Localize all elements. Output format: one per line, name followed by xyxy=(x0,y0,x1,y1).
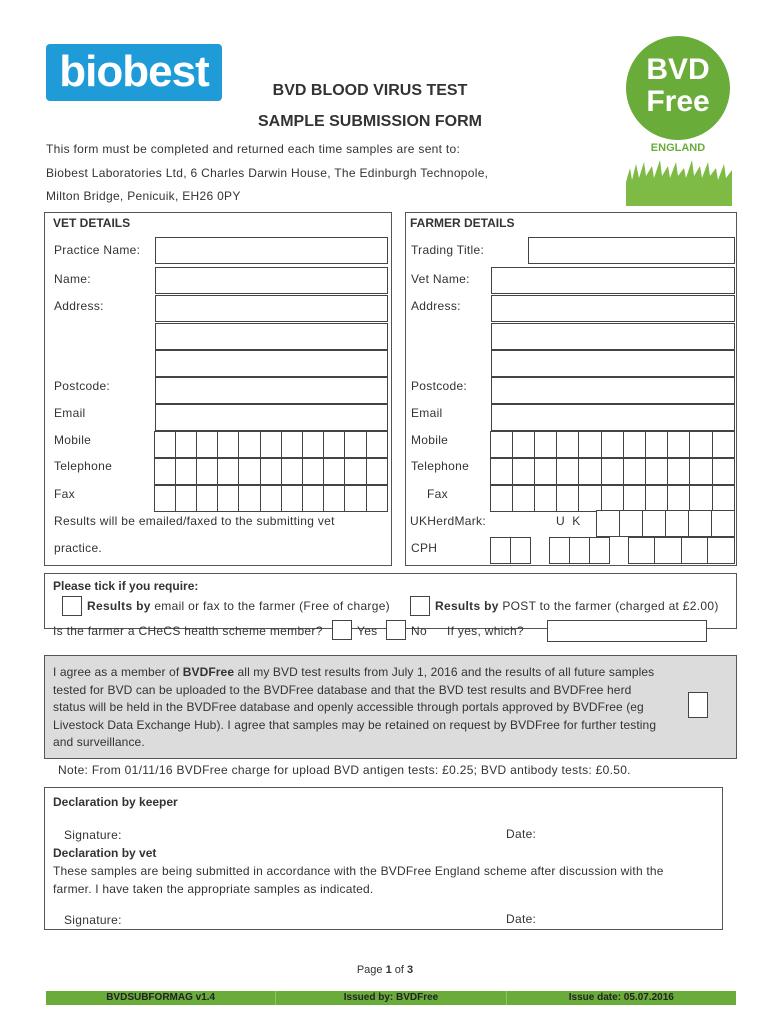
digit-cell[interactable] xyxy=(323,431,345,458)
digit-cell[interactable] xyxy=(281,485,303,512)
farmer-mobile-cells[interactable] xyxy=(491,431,735,458)
text: I agree as a member of xyxy=(53,665,183,679)
issue-date: Issue date: 05.07.2016 xyxy=(568,992,674,1003)
farmer-email-input[interactable] xyxy=(491,404,735,431)
digit-cell[interactable] xyxy=(217,485,239,512)
agreement-text xyxy=(53,664,663,752)
label: Postcode: xyxy=(411,379,468,393)
digit-cell[interactable] xyxy=(175,485,197,512)
digit-cell[interactable] xyxy=(556,431,579,458)
uk-prefix: U K xyxy=(556,514,581,528)
bold: BVDFree xyxy=(182,665,235,679)
intro-line: Milton Bridge, Penicuik, EH26 0PY xyxy=(46,189,241,203)
digit-cell[interactable] xyxy=(344,458,366,485)
practice-name-input[interactable] xyxy=(155,237,388,264)
num: 3 xyxy=(407,964,414,976)
label: Telephone xyxy=(54,459,113,473)
region-label: ENGLAND xyxy=(650,142,706,154)
vet-email-input[interactable] xyxy=(155,404,388,431)
digit-cell[interactable] xyxy=(688,510,712,537)
label: Name: xyxy=(54,272,91,286)
vet-heading: VET DETAILS xyxy=(53,216,131,230)
vet-decl-heading: Declaration by vet xyxy=(53,846,157,860)
results-note: Results will be emailed/faxed to the submitting vet xyxy=(54,514,335,528)
digit-cell[interactable] xyxy=(589,537,610,564)
biobest-logo: biobest xyxy=(46,44,222,101)
results-note: practice. xyxy=(54,541,103,555)
digit-cell[interactable] xyxy=(366,458,388,485)
digit-cell[interactable] xyxy=(667,458,690,485)
digit-cell[interactable] xyxy=(556,485,579,512)
text: POST to the farmer (charged at £2.00) xyxy=(498,599,719,613)
digit-cell[interactable] xyxy=(711,510,735,537)
digit-cell[interactable] xyxy=(578,485,601,512)
digit-cell[interactable] xyxy=(302,431,324,458)
vet-date-label: Date: xyxy=(506,912,537,926)
vet-postcode-input[interactable] xyxy=(155,377,388,404)
yes-label: Yes xyxy=(357,624,378,638)
digit-cell[interactable] xyxy=(689,458,712,485)
form-title: BVD BLOOD VIRUS TEST xyxy=(272,82,468,99)
label: Email xyxy=(54,406,86,420)
digit-cell[interactable] xyxy=(344,485,366,512)
farmer-heading: FARMER DETAILS xyxy=(410,216,515,230)
no-label: No xyxy=(411,624,427,638)
farmer-vet-name-input[interactable] xyxy=(491,267,735,294)
digit-cell[interactable] xyxy=(260,458,282,485)
label: Postcode: xyxy=(54,379,111,393)
digit-cell[interactable] xyxy=(645,485,668,512)
digit-cell[interactable] xyxy=(549,537,570,564)
footer-bar xyxy=(46,991,736,1005)
label: Email xyxy=(411,406,443,420)
label: Fax xyxy=(427,487,448,501)
digit-cell[interactable] xyxy=(578,458,601,485)
digit-cell[interactable] xyxy=(707,537,735,564)
digit-cell[interactable] xyxy=(302,458,324,485)
label: Address: xyxy=(54,299,104,313)
digit-cell[interactable] xyxy=(689,431,712,458)
text: all my BVD test results from July 1, 2016 and the results of all future samples tested for BVD can be uploaded to the BVDFree database and that the BVD test results and BVDFree herd status will be held in the BVDFree database and openly accessible through portals approved by BVDFree (eg Livestock Data Exchange Hub). I agree that samples may be retained on request by BVDFree for further testing and surveillance. xyxy=(53,665,657,749)
digit-cell[interactable] xyxy=(260,431,282,458)
digit-cell[interactable] xyxy=(628,537,656,564)
digit-cell[interactable] xyxy=(281,431,303,458)
bold: Results by xyxy=(87,599,151,613)
grass-icon xyxy=(626,160,732,206)
text: email or fax to the farmer (Free of charge) xyxy=(150,599,390,613)
logo-line: Free xyxy=(646,85,710,118)
vet-signature-label: Signature: xyxy=(64,913,122,927)
digit-cell[interactable] xyxy=(569,537,590,564)
keeper-signature-label: Signature: xyxy=(64,828,122,842)
page-number xyxy=(0,964,770,976)
digit-cell[interactable] xyxy=(534,458,557,485)
intro-line: Biobest Laboratories Ltd, 6 Charles Darwin House, The Edinburgh Technopole, xyxy=(46,166,489,180)
checs-yes-checkbox[interactable] xyxy=(332,620,352,640)
keeper-heading: Declaration by keeper xyxy=(53,795,178,809)
label: Vet Name: xyxy=(411,272,470,286)
vet-name-input[interactable] xyxy=(155,267,388,294)
vet-mobile-cells[interactable] xyxy=(155,431,388,458)
digit-cell[interactable] xyxy=(217,431,239,458)
options-heading: Please tick if you require: xyxy=(53,579,199,593)
digit-cell[interactable] xyxy=(667,485,690,512)
cph-cells-2[interactable] xyxy=(550,537,610,564)
intro-line: This form must be completed and returned each time samples are sent to: xyxy=(46,142,461,156)
farmer-address-line2[interactable] xyxy=(491,323,735,350)
form-code: BVDSUBFORMAG v1.4 xyxy=(46,991,276,1005)
text: of xyxy=(391,964,408,976)
digit-cell[interactable] xyxy=(302,485,324,512)
digit-cell[interactable] xyxy=(490,431,513,458)
label: Telephone xyxy=(411,459,470,473)
digit-cell[interactable] xyxy=(154,458,176,485)
farmer-address-line3[interactable] xyxy=(491,350,735,377)
logo-line: BVD xyxy=(646,53,710,86)
digit-cell[interactable] xyxy=(196,431,218,458)
label: Mobile xyxy=(411,433,449,447)
farmer-telephone-cells[interactable] xyxy=(491,458,735,485)
digit-cell[interactable] xyxy=(601,431,624,458)
digit-cell[interactable] xyxy=(601,485,624,512)
digit-cell[interactable] xyxy=(323,458,345,485)
bold: Results by xyxy=(435,599,499,613)
vet-decl-text: These samples are being submitted in accordance with the BVDFree England scheme after discussion with the farmer. I have taken the appropriate samples as indicated. xyxy=(53,864,664,896)
digit-cell[interactable] xyxy=(681,537,709,564)
label: Trading Title: xyxy=(411,243,485,257)
digit-cell[interactable] xyxy=(689,485,712,512)
digit-cell[interactable] xyxy=(645,458,668,485)
digit-cell[interactable] xyxy=(490,458,513,485)
digit-cell[interactable] xyxy=(238,431,260,458)
digit-cell[interactable] xyxy=(281,458,303,485)
digit-cell[interactable] xyxy=(665,510,689,537)
label: UKHerdMark: xyxy=(410,514,486,528)
farmer-fax-cells[interactable] xyxy=(491,485,735,512)
results-email-checkbox[interactable] xyxy=(62,596,82,616)
digit-cell[interactable] xyxy=(642,510,666,537)
vet-address-line1[interactable] xyxy=(155,295,388,322)
digit-cell[interactable] xyxy=(596,510,620,537)
label: Practice Name: xyxy=(54,243,141,257)
digit-cell[interactable] xyxy=(154,485,176,512)
digit-cell[interactable] xyxy=(712,458,735,485)
digit-cell[interactable] xyxy=(654,537,682,564)
results-post-label xyxy=(435,599,719,613)
digit-cell[interactable] xyxy=(490,537,511,564)
digit-cell[interactable] xyxy=(512,458,535,485)
bvdfree-logo xyxy=(626,36,730,140)
farmer-postcode-input[interactable] xyxy=(491,377,735,404)
digit-cell[interactable] xyxy=(512,431,535,458)
digit-cell[interactable] xyxy=(712,485,735,512)
digit-cell[interactable] xyxy=(512,485,535,512)
digit-cell[interactable] xyxy=(712,431,735,458)
keeper-date-label: Date: xyxy=(506,827,537,841)
digit-cell[interactable] xyxy=(366,431,388,458)
label: Mobile xyxy=(54,433,92,447)
digit-cell[interactable] xyxy=(490,485,513,512)
digit-cell[interactable] xyxy=(196,485,218,512)
text: Page xyxy=(356,964,386,976)
digit-cell[interactable] xyxy=(323,485,345,512)
digit-cell[interactable] xyxy=(366,485,388,512)
checs-question: Is the farmer a CHeCS health scheme member? xyxy=(53,624,323,638)
results-email-label xyxy=(87,599,390,613)
digit-cell[interactable] xyxy=(238,485,260,512)
digit-cell[interactable] xyxy=(534,485,557,512)
digit-cell[interactable] xyxy=(578,431,601,458)
digit-cell[interactable] xyxy=(260,485,282,512)
label: CPH xyxy=(411,541,438,555)
vet-fax-cells[interactable] xyxy=(155,485,388,512)
farmer-address-line1[interactable] xyxy=(491,295,735,322)
digit-cell[interactable] xyxy=(556,458,579,485)
label: Fax xyxy=(54,487,75,501)
results-post-checkbox[interactable] xyxy=(410,596,430,616)
agreement-checkbox[interactable] xyxy=(688,692,708,718)
digit-cell[interactable] xyxy=(534,431,557,458)
checs-no-checkbox[interactable] xyxy=(386,620,406,640)
digit-cell[interactable] xyxy=(623,431,646,458)
digit-cell[interactable] xyxy=(601,458,624,485)
digit-cell[interactable] xyxy=(667,431,690,458)
digit-cell[interactable] xyxy=(510,537,531,564)
digit-cell[interactable] xyxy=(175,431,197,458)
digit-cell[interactable] xyxy=(217,458,239,485)
digit-cell[interactable] xyxy=(175,458,197,485)
which-label: If yes, which? xyxy=(447,624,524,638)
issued-by: Issued by: BVDFree xyxy=(276,991,506,1005)
herdmark-cells[interactable] xyxy=(597,510,735,537)
digit-cell[interactable] xyxy=(623,458,646,485)
vet-telephone-cells[interactable] xyxy=(155,458,388,485)
form-subtitle: SAMPLE SUBMISSION FORM xyxy=(257,113,482,130)
vet-address-line2[interactable] xyxy=(155,323,388,350)
trading-title-input[interactable] xyxy=(528,237,735,264)
num: 1 xyxy=(385,964,392,976)
digit-cell[interactable] xyxy=(196,458,218,485)
note: Note: From 01/11/16 BVDFree charge for upload BVD antigen tests: £0.25; BVD antibody tests: £0.50. xyxy=(58,763,631,777)
digit-cell[interactable] xyxy=(344,431,366,458)
vet-address-line3[interactable] xyxy=(155,350,388,377)
digit-cell[interactable] xyxy=(619,510,643,537)
digit-cell[interactable] xyxy=(645,431,668,458)
cph-cells-3[interactable] xyxy=(629,537,735,564)
label: Address: xyxy=(411,299,461,313)
digit-cell[interactable] xyxy=(238,458,260,485)
digit-cell[interactable] xyxy=(623,485,646,512)
cph-cells-1[interactable] xyxy=(491,537,531,564)
digit-cell[interactable] xyxy=(154,431,176,458)
checs-scheme-input[interactable] xyxy=(547,620,707,642)
